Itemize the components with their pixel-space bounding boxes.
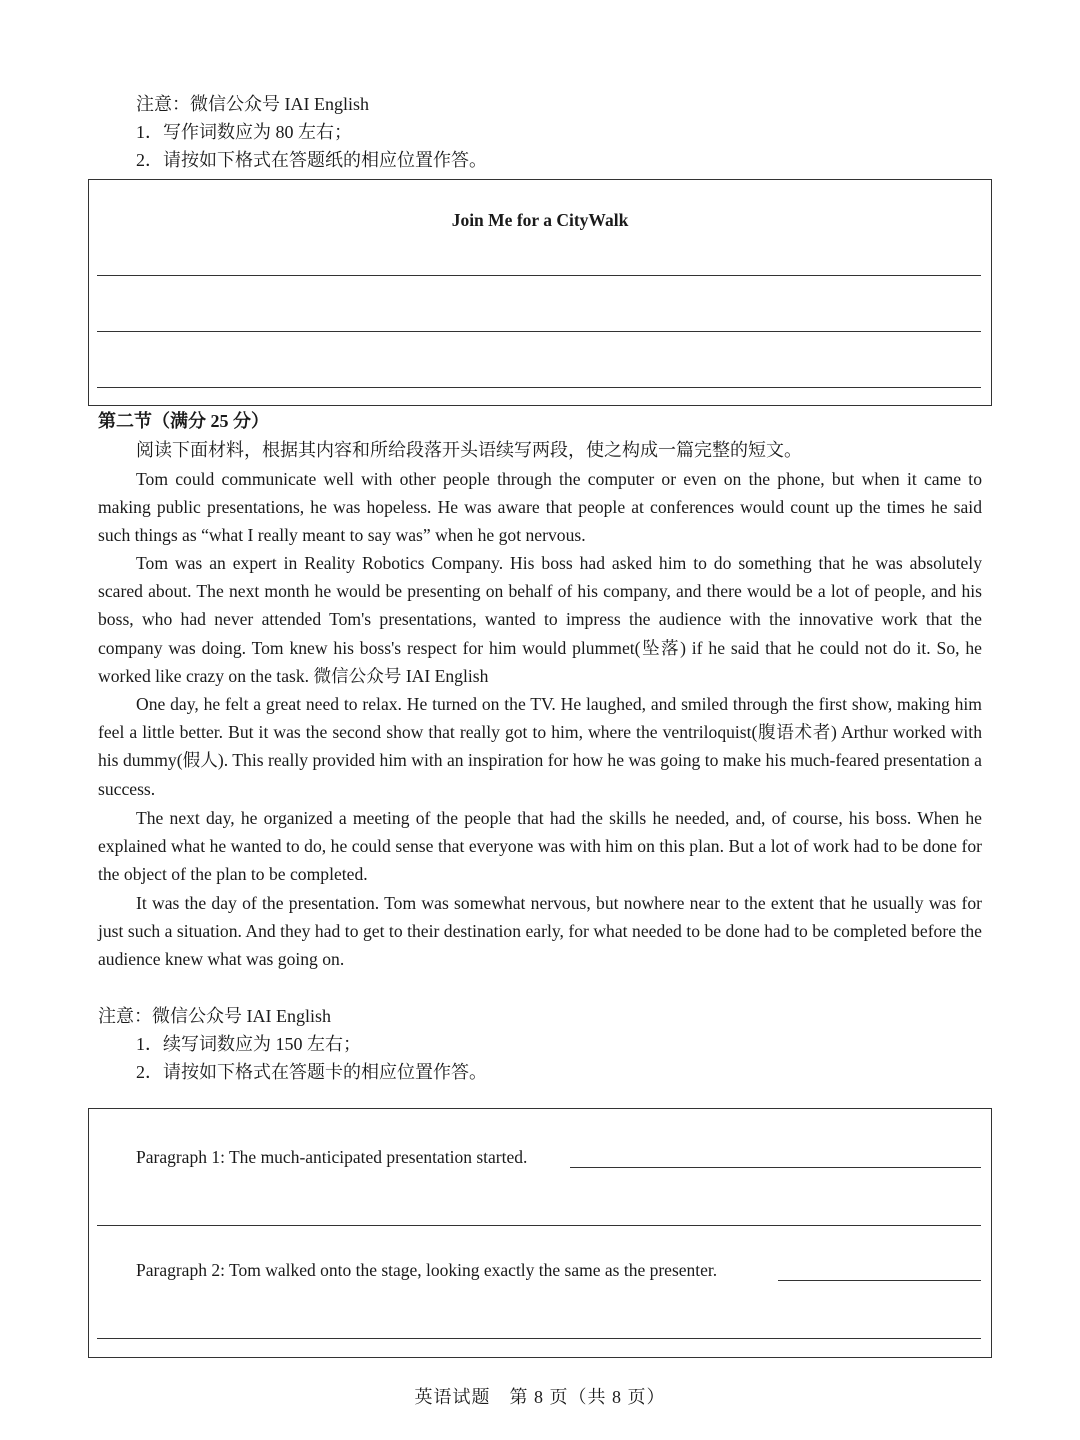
bottom-note-item-1: 1．续写词数应为 150 左右； [136, 1034, 361, 1054]
top-note-item-1: 1．写作词数应为 80 左右； [136, 122, 352, 142]
answer-line [97, 331, 981, 332]
bottom-note-item-2: 2．请按如下格式在答题卡的相应位置作答。 [136, 1062, 487, 1082]
answer-line [97, 387, 981, 388]
top-note-title: 注意：微信公众号 IAI English [136, 94, 369, 114]
answer-line [97, 1338, 981, 1339]
essay-title: Join Me for a CityWalk [451, 210, 629, 230]
answer-line [97, 275, 981, 276]
bottom-note-title: 注意：微信公众号 IAI English [98, 1006, 331, 1026]
passage-paragraph-5: It was the day of the presentation. Tom was somewhat nervous, but nowhere near to the extent that he usually was for just such a situation. And they had to get to their destination early, for what needed to be done had to be completed before the audience knew what was going on. [98, 893, 982, 970]
paragraph-2-prompt: Paragraph 2: Tom walked onto the stage, looking exactly the same as the presenter. [136, 1260, 718, 1280]
page-footer: 英语试题 第 8 页（共 8 页） [414, 1387, 666, 1407]
writing-answer-box [88, 179, 992, 406]
passage-paragraph-2: Tom was an expert in Reality Robotics Company. His boss had asked him to do something that he was absolutely scared about. The next month he would be presenting on behalf of his company, and there would be a lot of people, and his boss, who had never attended Tom's presentations, wanted to impress the audience with the innovative work that the company was doing. Tom knew his boss's respect for him would plummet(坠落) if he said that he could not do it. So, he worked like crazy on the task. 微信公众号 IAI English [98, 553, 982, 686]
paragraph-1-prompt: Paragraph 1: The much-anticipated presentation started. [136, 1147, 528, 1167]
passage-paragraph-4: The next day, he organized a meeting of the people that had the skills he needed, and, of course, his boss. When he explained what he wanted to do, he could sense that everyone was with him on this plan. But a lot of work had to be done for the object of the plan to be completed. [98, 808, 982, 885]
answer-line [778, 1280, 981, 1281]
answer-line [97, 1225, 981, 1226]
continuation-answer-box [88, 1108, 992, 1358]
answer-line [570, 1167, 981, 1168]
section-heading: 第二节（满分 25 分） [98, 411, 269, 431]
top-note-item-2: 2．请按如下格式在答题纸的相应位置作答。 [136, 150, 487, 170]
section-instruction: 阅读下面材料，根据其内容和所给段落开头语续写两段，使之构成一篇完整的短文。 [136, 440, 802, 460]
passage-paragraph-3: One day, he felt a great need to relax. He turned on the TV. He laughed, and smiled through the first show, making him feel a little better. But it was the second show that really got to him, where the ventriloquist(腹语术者) Arthur worked with his dummy(假人). This really provided him with an inspiration for how he was going to make his much-feared presentation a success. [98, 694, 982, 799]
passage-paragraph-1: Tom could communicate well with other people through the computer or even on the phone, but when it came to making public presentations, he was hopeless. He was aware that people at conferences would count up the times he said such things as “what I really meant to say was” when he got nervous. [98, 469, 982, 546]
